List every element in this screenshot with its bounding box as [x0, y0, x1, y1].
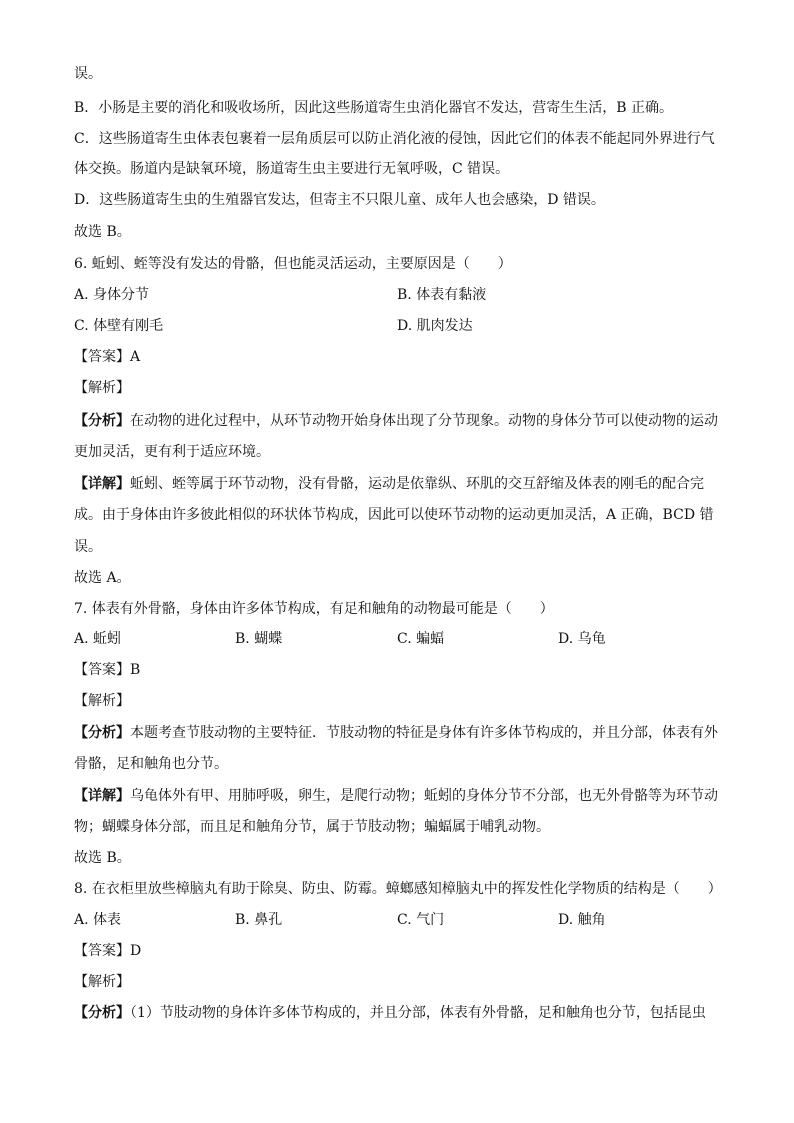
detail-tag: 【详解】 [74, 788, 130, 804]
answer-label: 【答案】A [74, 349, 141, 365]
text-line: 更加灵活，更有利于适应环境。 [74, 444, 270, 460]
question-6-stem: 6. 蚯蚓、蛭等没有发达的骨骼，但也能灵活运动，主要原因是（ ） [74, 256, 512, 272]
q7-option-d: D. 乌龟 [558, 631, 606, 647]
text-line: 体交换。肠道内是缺氧环境，肠道寄生虫主要进行无氧呼吸，C 错误。 [74, 161, 510, 177]
q8-option-c: C. 气门 [397, 912, 445, 928]
question-7-stem: 7. 体表有外骨骼，身体由许多体节构成，有足和触角的动物最可能是（ ） [74, 601, 554, 617]
detail-line [74, 786, 722, 806]
text-line: 误。 [74, 66, 102, 82]
q8-option-b: B. 鼻孔 [235, 912, 283, 928]
analysis-line [74, 1003, 722, 1023]
q8-option-a: A. 体表 [74, 912, 122, 928]
q6-option-c: C. 体壁有刚毛 [74, 318, 164, 334]
analysis-line [74, 411, 722, 431]
text-line: 故选 A。 [74, 570, 131, 586]
detail-line [74, 474, 722, 494]
answer-label: 【答案】D [74, 943, 142, 959]
q8-option-d: D. 触角 [558, 912, 606, 928]
text-line: B．小肠是主要的消化和吸收场所，因此这些肠道寄生虫消化器官不发达，营寄生生活，B 正确。 [74, 100, 674, 116]
text-line: 误。 [74, 539, 102, 555]
question-8-stem: 8. 在衣柜里放些樟脑丸有助于除臭、防虫、防霉。蟑螂感知樟脑丸中的挥发性化学物质的结构是（ ） [74, 881, 722, 897]
analysis-tag: 【分析】 [74, 413, 130, 429]
explanation-label: 【解析】 [74, 974, 130, 990]
q6-option-a: A. 身体分节 [74, 287, 150, 303]
text-line: 成。由于身体由许多彼此相似的环状体节构成，因此可以使环节动物的运动更加灵活，A 正确，BCD 错 [74, 507, 714, 523]
text-line: 骨骼，足和触角也分节。 [74, 756, 228, 772]
text-line: 物；蝴蝶身体分部，而且足和触角分节，属于节肢动物；蝙蝠属于哺乳动物。 [74, 819, 550, 835]
detail-tag: 【详解】 [74, 476, 130, 492]
explanation-label: 【解析】 [74, 380, 130, 396]
explanation-label: 【解析】 [74, 693, 130, 709]
answer-label: 【答案】B [74, 662, 141, 678]
q6-option-b: B. 体表有黏液 [397, 287, 487, 303]
text-line: 故选 B。 [74, 850, 131, 866]
q7-option-b: B. 蝴蝶 [235, 631, 283, 647]
analysis-text: 本题考查节肢动物的主要特征．节肢动物的特征是身体有许多体节构成的，并且分部，体表有外 [130, 725, 718, 741]
text-line: D．这些肠道寄生虫的生殖器官发达，但寄主不只限儿童、成年人也会感染，D 错误。 [74, 192, 605, 208]
analysis-line [74, 723, 722, 743]
analysis-tag: 【分析】 [74, 725, 130, 741]
analysis-tag: 【分析】 [74, 1005, 130, 1021]
q6-option-d: D. 肌肉发达 [397, 318, 473, 334]
text-line: 故选 B。 [74, 224, 131, 240]
analysis-text: 在动物的进化过程中，从环节动物开始身体出现了分节现象。动物的身体分节可以使动物的运动 [130, 413, 718, 429]
text-line: C．这些肠道寄生虫体表包裹着一层角质层可以防止消化液的侵蚀，因此它们的体表不能起同外界进行气 [74, 131, 715, 147]
q7-option-c: C. 蝙蝠 [397, 631, 445, 647]
q7-option-a: A. 蚯蚓 [74, 631, 122, 647]
detail-text: 乌龟体外有甲、用肺呼吸，卵生，是爬行动物；蚯蚓的身体分节不分部，也无外骨骼等为环节动 [130, 788, 718, 804]
analysis-text: （1）节肢动物的身体许多体节构成的，并且分部，体表有外骨骼，足和触角也分节，包括昆虫 [130, 1005, 706, 1021]
detail-text: 蚯蚓、蛭等属于环节动物，没有骨骼，运动是依靠纵、环肌的交互舒缩及体表的刚毛的配合完 [130, 476, 704, 492]
